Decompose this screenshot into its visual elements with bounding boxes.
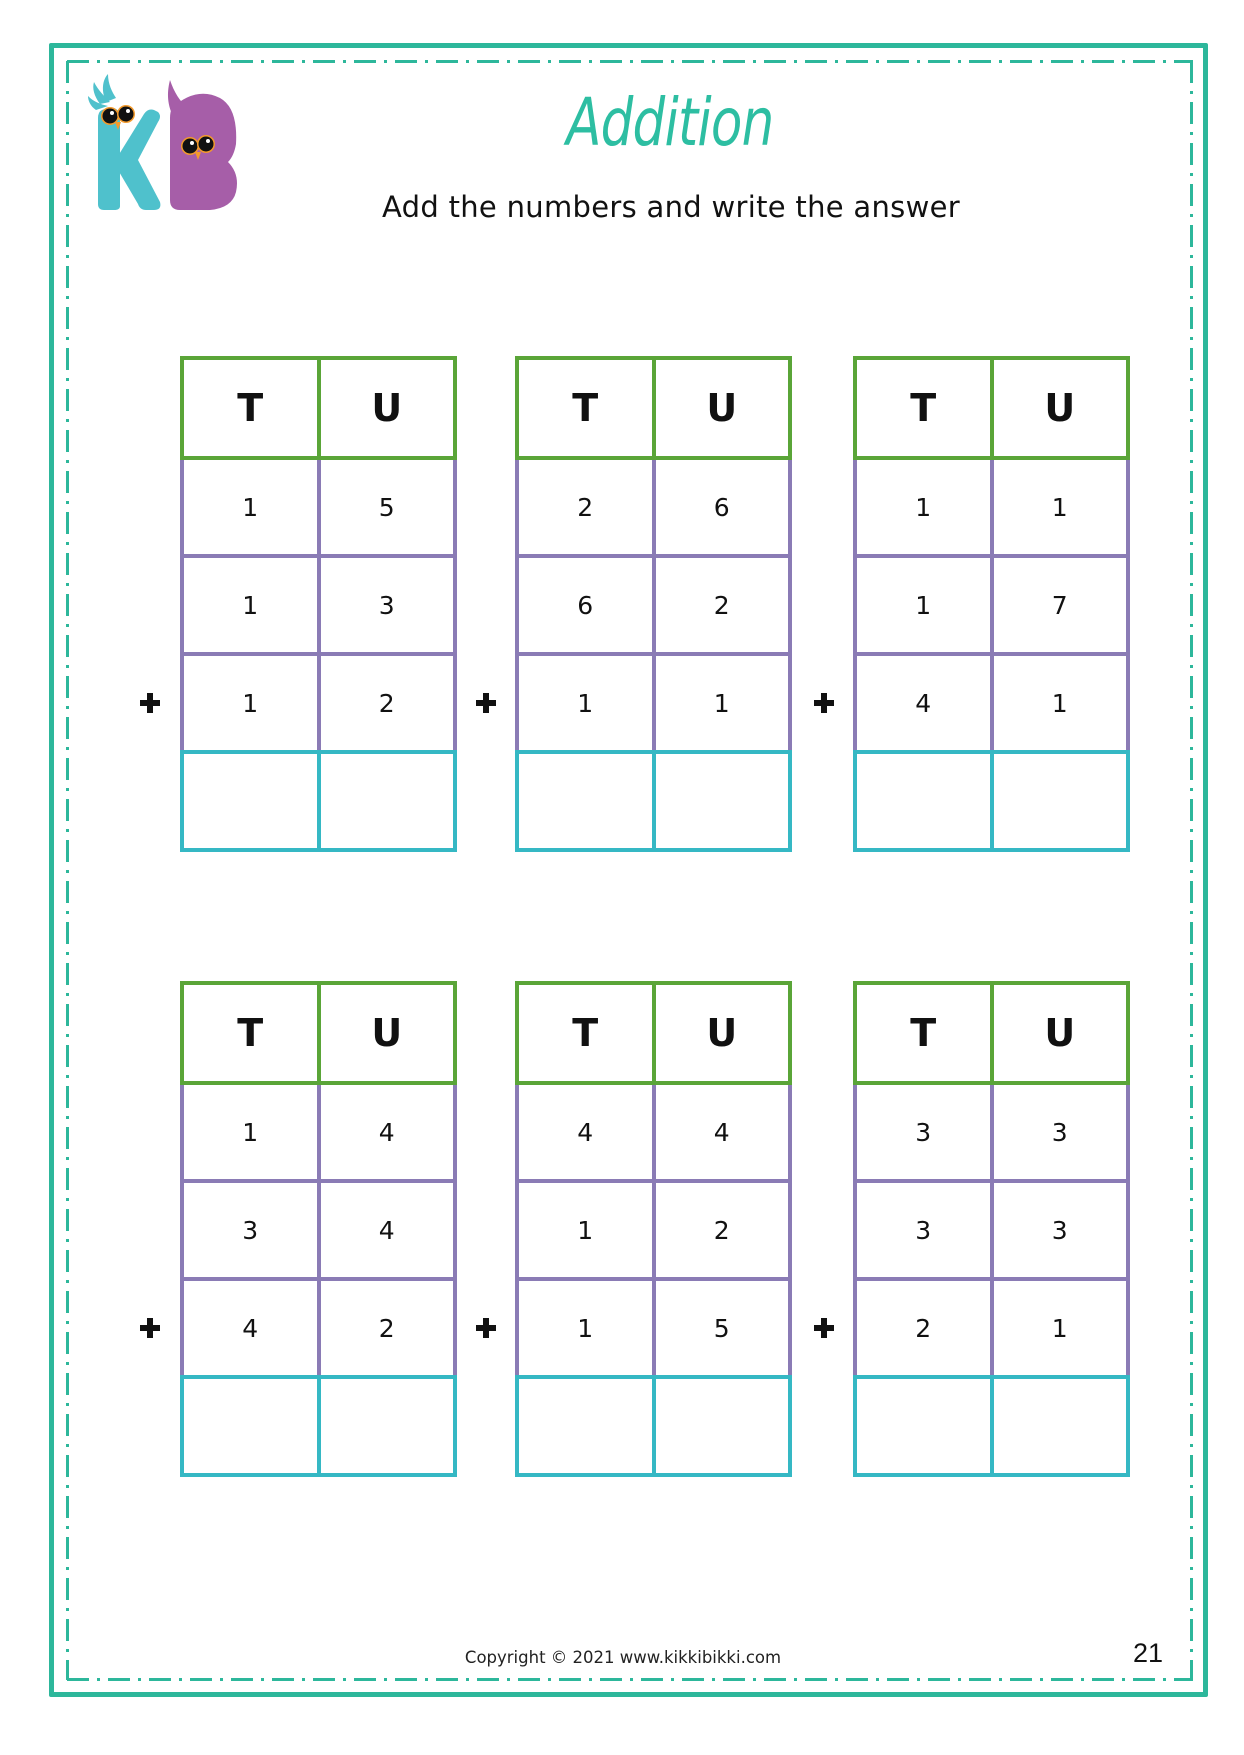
answer-border (515, 752, 519, 852)
units-digit-row-3: 1 (1051, 688, 1068, 718)
addend-border (180, 554, 457, 558)
tens-answer-box[interactable] (517, 752, 654, 850)
tens-digit-row-2: 3 (915, 1215, 932, 1245)
answer-border (788, 752, 792, 852)
addend-border (990, 1083, 994, 1377)
answer-border (180, 750, 457, 754)
tens-header: T (910, 1011, 937, 1055)
header-border (853, 981, 857, 1085)
kb-mascot-icon (86, 74, 242, 210)
units-digit-row-2: 3 (378, 590, 395, 620)
header-border (652, 356, 656, 460)
addend-border (652, 458, 656, 752)
answer-border (453, 1377, 457, 1477)
answer-border (180, 848, 457, 852)
addition-problem-3 (855, 358, 1128, 850)
tens-digit-row-2: 6 (577, 590, 594, 620)
addend-border (788, 458, 792, 752)
header-border (788, 356, 792, 460)
header-border (317, 356, 321, 460)
addend-border (180, 1277, 457, 1281)
plus-icon (474, 691, 498, 715)
page-title (520, 84, 820, 161)
tens-digit-row-1: 1 (242, 1117, 259, 1147)
units-digit-row-1: 6 (713, 492, 730, 522)
addition-problem-4 (182, 983, 455, 1475)
plus-icon (812, 1316, 836, 1340)
addition-problem-2 (517, 358, 790, 850)
tens-digit-row-3: 4 (915, 688, 932, 718)
answer-border (317, 752, 321, 852)
units-digit-row-3: 1 (713, 688, 730, 718)
tens-answer-box[interactable] (855, 752, 992, 850)
units-answer-box[interactable] (319, 752, 456, 850)
plus-icon (812, 691, 836, 715)
header-border (788, 981, 792, 1085)
header-border (180, 981, 184, 1085)
dashed-border-bottom (67, 1678, 1193, 1681)
units-digit-row-1: 1 (1051, 492, 1068, 522)
answer-border (317, 1377, 321, 1477)
tens-answer-box[interactable] (182, 1377, 319, 1475)
tens-digit-row-1: 4 (577, 1117, 594, 1147)
addend-border (515, 458, 519, 752)
units-header: U (706, 1011, 738, 1055)
answer-border (853, 1377, 857, 1477)
tens-header: T (572, 1011, 599, 1055)
tens-digit-row-1: 1 (242, 492, 259, 522)
header-border (515, 981, 519, 1085)
addend-border (180, 458, 184, 752)
addend-border (1126, 458, 1130, 752)
instruction-text: Add the numbers and write the answer (382, 190, 960, 224)
addend-border (652, 1083, 656, 1377)
units-digit-row-2: 4 (378, 1215, 395, 1245)
units-header: U (371, 386, 403, 430)
tens-digit-row-3: 1 (242, 688, 259, 718)
units-answer-box[interactable] (992, 1377, 1129, 1475)
header-border (180, 356, 184, 460)
tens-digit-row-3: 2 (915, 1313, 932, 1343)
answer-border (515, 1377, 519, 1477)
header-border (853, 356, 857, 460)
tens-digit-row-1: 1 (915, 492, 932, 522)
tens-digit-row-3: 4 (242, 1313, 259, 1343)
answer-border (180, 1375, 457, 1379)
addend-border (453, 1083, 457, 1377)
units-digit-row-3: 2 (378, 1313, 395, 1343)
units-digit-row-2: 7 (1051, 590, 1068, 620)
tens-digit-row-2: 1 (242, 590, 259, 620)
addend-border (515, 1277, 792, 1281)
addend-border (853, 554, 1130, 558)
answer-border (453, 752, 457, 852)
answer-border (515, 750, 792, 754)
units-answer-box[interactable] (319, 1377, 456, 1475)
answer-border (990, 1377, 994, 1477)
plus-icon (474, 1316, 498, 1340)
tens-digit-row-3: 1 (577, 1313, 594, 1343)
addend-border (515, 1083, 519, 1377)
addend-border (853, 652, 1130, 656)
answer-border (652, 1377, 656, 1477)
addend-border (515, 554, 792, 558)
header-border (317, 981, 321, 1085)
units-digit-row-1: 3 (1051, 1117, 1068, 1147)
addition-problem-1 (182, 358, 455, 850)
answer-border (853, 750, 1130, 754)
units-answer-box[interactable] (654, 1377, 791, 1475)
units-header: U (1044, 386, 1076, 430)
addend-border (853, 1083, 857, 1377)
addend-border (317, 1083, 321, 1377)
answer-border (853, 752, 857, 852)
header-border (515, 356, 519, 460)
tens-answer-box[interactable] (855, 1377, 992, 1475)
dashed-border-right (1190, 61, 1193, 1680)
tens-header: T (237, 386, 264, 430)
tens-digit-row-2: 1 (577, 1215, 594, 1245)
answer-border (652, 752, 656, 852)
tens-answer-box[interactable] (517, 1377, 654, 1475)
answer-border (1126, 752, 1130, 852)
addend-border (180, 652, 457, 656)
units-answer-box[interactable] (654, 752, 791, 850)
units-digit-row-3: 1 (1051, 1313, 1068, 1343)
tens-answer-box[interactable] (182, 752, 319, 850)
dashed-border-top (67, 60, 1193, 63)
header-border (1126, 356, 1130, 460)
answer-border (180, 1377, 184, 1477)
tens-header: T (910, 386, 937, 430)
header-border (652, 981, 656, 1085)
page-number: 21 (1132, 1638, 1164, 1668)
units-digit-row-1: 5 (378, 492, 395, 522)
tens-digit-row-1: 2 (577, 492, 594, 522)
tens-digit-row-2: 3 (242, 1215, 259, 1245)
tens-header: T (237, 1011, 264, 1055)
units-digit-row-2: 3 (1051, 1215, 1068, 1245)
title-text: Addition (566, 84, 774, 161)
header-border (1126, 981, 1130, 1085)
units-digit-row-2: 2 (713, 590, 730, 620)
answer-border (788, 1377, 792, 1477)
answer-border (515, 1473, 792, 1477)
addend-border (788, 1083, 792, 1377)
plus-icon (138, 1316, 162, 1340)
tens-digit-row-3: 1 (577, 688, 594, 718)
addend-border (853, 1179, 1130, 1183)
header-border (453, 356, 457, 460)
addend-border (453, 458, 457, 752)
units-digit-row-3: 2 (378, 688, 395, 718)
addition-problem-6 (855, 983, 1128, 1475)
answer-border (515, 848, 792, 852)
addend-border (990, 458, 994, 752)
dashed-border-left (66, 61, 69, 1680)
tens-header: T (572, 386, 599, 430)
addend-border (317, 458, 321, 752)
copyright-text: Copyright © 2021 www.kikkibikki.com (464, 1648, 782, 1667)
kikkibikki-logo (86, 74, 242, 210)
header-border (990, 981, 994, 1085)
units-digit-row-2: 2 (713, 1215, 730, 1245)
answer-border (853, 1375, 1130, 1379)
units-answer-box[interactable] (992, 752, 1129, 850)
answer-border (180, 1473, 457, 1477)
addend-border (515, 652, 792, 656)
addend-border (1126, 1083, 1130, 1377)
units-header: U (1044, 1011, 1076, 1055)
units-digit-row-1: 4 (378, 1117, 395, 1147)
tens-digit-row-2: 1 (915, 590, 932, 620)
plus-icon (138, 691, 162, 715)
addend-border (853, 458, 857, 752)
units-digit-row-1: 4 (713, 1117, 730, 1147)
units-header: U (371, 1011, 403, 1055)
addend-border (180, 1179, 457, 1183)
answer-border (853, 848, 1130, 852)
addition-problem-5 (517, 983, 790, 1475)
header-border (453, 981, 457, 1085)
addend-border (853, 1277, 1130, 1281)
addend-border (515, 1179, 792, 1183)
tens-digit-row-1: 3 (915, 1117, 932, 1147)
answer-border (1126, 1377, 1130, 1477)
units-header: U (706, 386, 738, 430)
header-border (990, 356, 994, 460)
answer-border (853, 1473, 1130, 1477)
answer-border (515, 1375, 792, 1379)
answer-border (180, 752, 184, 852)
answer-border (990, 752, 994, 852)
addend-border (180, 1083, 184, 1377)
units-digit-row-3: 5 (713, 1313, 730, 1343)
